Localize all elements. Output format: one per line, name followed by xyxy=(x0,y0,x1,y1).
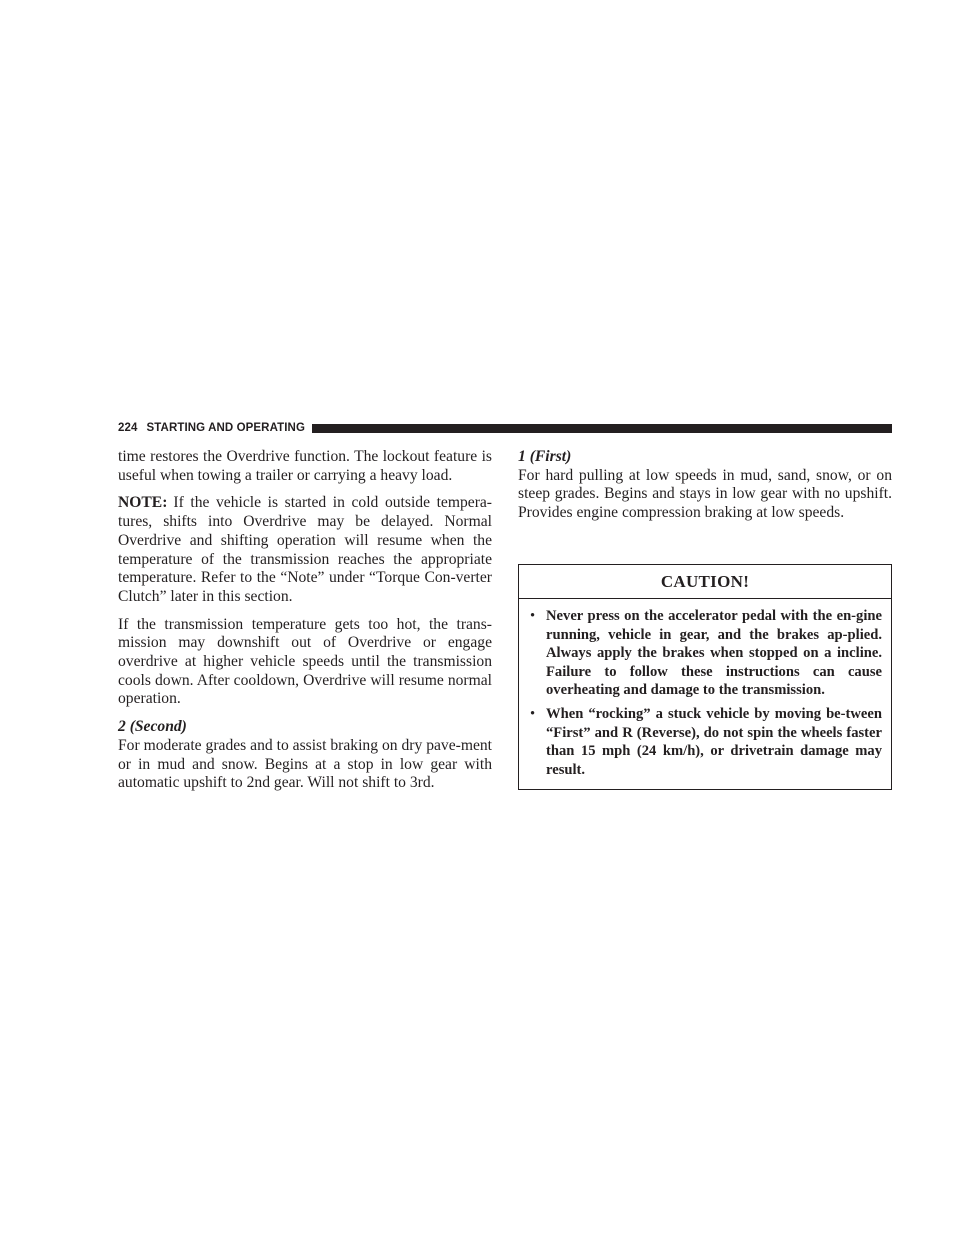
caution-item-text: When “rocking” a stuck vehicle by moving be-tween “First” and R (Reverse), do not spin the wheels faster than 15 mph (24 km/h), or drivetrain damage may result. xyxy=(546,705,882,778)
second-gear-section xyxy=(118,718,492,793)
first-gear-text: For hard pulling at low speeds in mud, sand, snow, or on steep grades. Begins and stays in low gear with no upshift. Provides engine compression braking at low speeds. xyxy=(518,466,892,522)
section-title: STARTING AND OPERATING xyxy=(146,422,306,434)
left-column xyxy=(118,448,492,793)
caution-item xyxy=(529,607,882,700)
caution-item xyxy=(529,705,882,779)
page-header xyxy=(118,420,892,436)
temperature-paragraph: If the transmission temperature gets too hot, the trans-mission may downshift out of Overdrive or engage overdrive at higher vehicle speeds until the transmission cools down. After cooldown, Overdrive will resume normal operation. xyxy=(118,615,492,708)
first-gear-section xyxy=(518,448,892,523)
second-gear-heading: 2 (Second) xyxy=(118,718,187,736)
overdrive-restore-paragraph: time restores the Overdrive function. The lockout feature is useful when towing a trailer or carrying a heavy load. xyxy=(118,448,492,484)
note-paragraph xyxy=(118,494,492,606)
page-number: 224 xyxy=(118,422,138,434)
caution-list xyxy=(519,599,891,779)
note-label: NOTE: xyxy=(118,494,168,512)
caution-title: CAUTION! xyxy=(519,565,891,599)
header-rule xyxy=(312,424,892,433)
bullet-icon: • xyxy=(530,705,536,722)
caution-box xyxy=(518,564,892,790)
second-gear-text: For moderate grades and to assist braking on dry pave-ment or in mud and snow. Begins at a stop in low gear with automatic upshift to 2nd gear. Will not shift to 3rd. xyxy=(118,736,492,792)
right-column xyxy=(518,448,892,523)
caution-item-text: Never press on the accelerator pedal with the en-gine running, vehicle in gear, and the brakes ap-plied. Always apply the brakes when stopped on a incline. Failure to follow these instructions can cause overheating and damage to the transmission. xyxy=(546,608,882,699)
first-gear-heading: 1 (First) xyxy=(518,448,572,465)
bullet-icon: • xyxy=(530,608,536,624)
note-text: If the vehicle is started in cold outside tempera-tures, shifts into Overdrive may be delayed. Normal Overdrive and shifting operation will resume when the temperature of the transmission reaches the appropriate temperature. Refer to the “Note” under “Torque Con-verter Clutch” later in this section. xyxy=(118,494,492,605)
